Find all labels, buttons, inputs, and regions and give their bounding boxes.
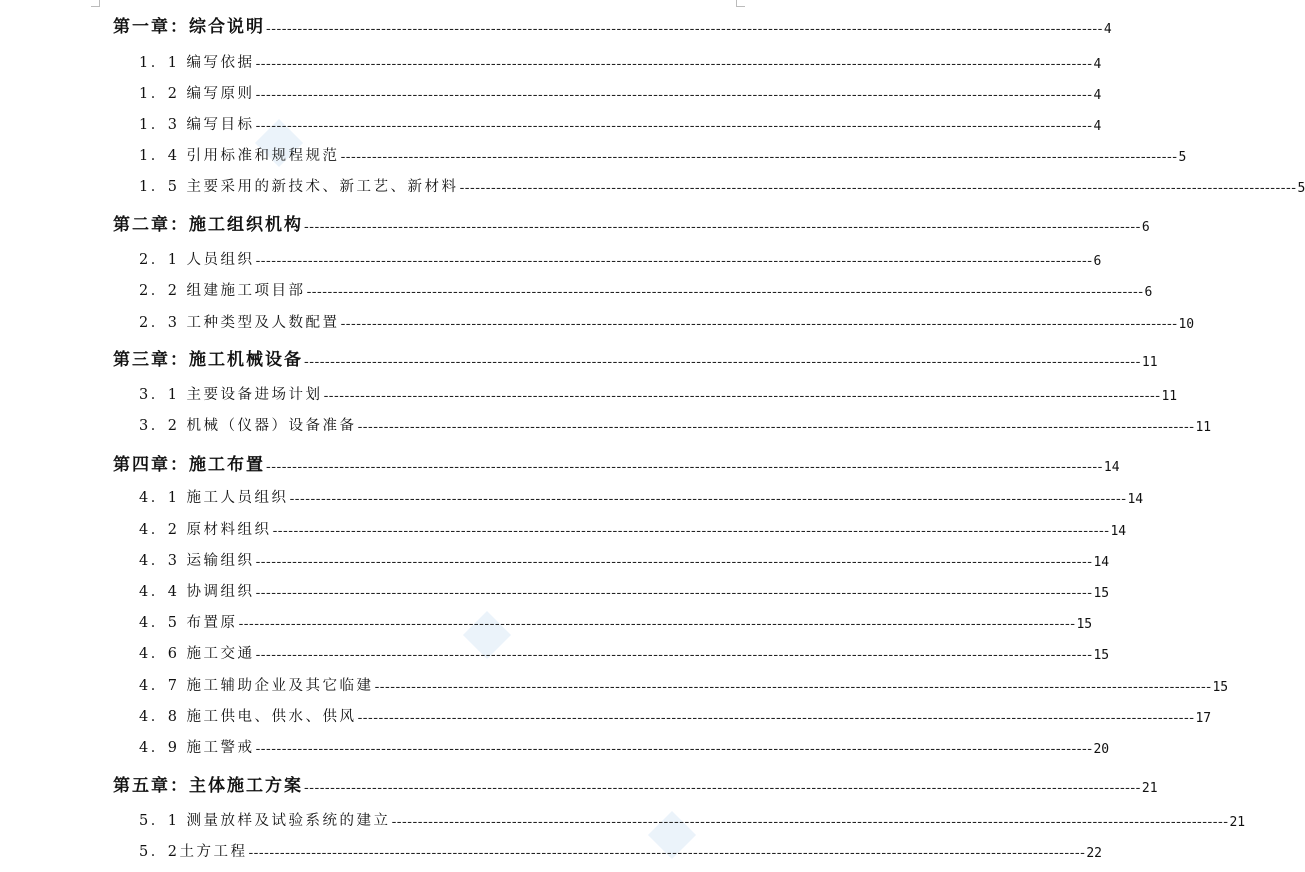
- page-corner-mark: [736, 0, 745, 7]
- toc-dot-leader: ----------------------------------------------------------------------------------------------------------------------------------------------------------------: [266, 459, 1103, 475]
- toc-chapter-entry[interactable]: [113, 210, 1150, 235]
- toc-entry-page: 6: [1144, 285, 1153, 300]
- toc-dot-leader: ----------------------------------------------------------------------------------------------------------------------------------------------------------------: [255, 585, 1093, 601]
- toc-section-entry[interactable]: [139, 840, 1102, 861]
- toc-entry-page: 14: [1110, 524, 1127, 539]
- toc-dot-leader: ----------------------------------------------------------------------------------------------------------------------------------------------------------------: [374, 679, 1212, 695]
- toc-entry-page: 21: [1141, 781, 1158, 796]
- toc-entry-page: 6: [1093, 254, 1102, 269]
- toc-dot-leader: ----------------------------------------------------------------------------------------------------------------------------------------------------------------: [255, 87, 1093, 103]
- toc-entry-page: 15: [1212, 680, 1229, 695]
- toc-dot-leader: ----------------------------------------------------------------------------------------------------------------------------------------------------------------: [357, 710, 1195, 726]
- toc-dot-leader: ----------------------------------------------------------------------------------------------------------------------------------------------------------------: [304, 354, 1141, 370]
- toc-dot-leader: ----------------------------------------------------------------------------------------------------------------------------------------------------------------: [255, 253, 1093, 269]
- toc-section-entry[interactable]: [139, 674, 1229, 695]
- toc-dot-leader: ----------------------------------------------------------------------------------------------------------------------------------------------------------------: [248, 845, 1086, 861]
- toc-dot-leader: ----------------------------------------------------------------------------------------------------------------------------------------------------------------: [255, 554, 1093, 570]
- toc-entry-title: 第四章：施工布置: [113, 455, 265, 475]
- toc-entry-page: 5: [1297, 181, 1305, 196]
- toc-entry-title: 4．7 施工辅助企业及其它临建: [139, 678, 374, 694]
- toc-dot-leader: ----------------------------------------------------------------------------------------------------------------------------------------------------------------: [306, 284, 1144, 300]
- toc-dot-leader: ----------------------------------------------------------------------------------------------------------------------------------------------------------------: [255, 118, 1093, 134]
- toc-section-entry[interactable]: [139, 175, 1305, 196]
- toc-section-entry[interactable]: [139, 51, 1102, 72]
- toc-section-entry[interactable]: [139, 414, 1212, 435]
- toc-dot-leader: ----------------------------------------------------------------------------------------------------------------------------------------------------------------: [323, 388, 1161, 404]
- toc-entry-page: 17: [1195, 711, 1212, 726]
- toc-entry-title: 4．5 布置原: [139, 615, 238, 631]
- toc-dot-leader: ----------------------------------------------------------------------------------------------------------------------------------------------------------------: [304, 780, 1141, 796]
- toc-entry-title: 4．9 施工警戒: [139, 740, 255, 756]
- toc-entry-page: 11: [1195, 420, 1212, 435]
- toc-section-entry[interactable]: [139, 518, 1127, 539]
- toc-entry-title: 第一章：综合说明: [113, 17, 265, 37]
- toc-entry-title: 5．2土方工程: [139, 844, 248, 860]
- toc-section-entry[interactable]: [139, 580, 1110, 601]
- toc-entry-page: 4: [1103, 22, 1112, 37]
- toc-dot-leader: ----------------------------------------------------------------------------------------------------------------------------------------------------------------: [255, 741, 1093, 757]
- toc-entry-title: 4．3 运输组织: [139, 553, 255, 569]
- toc-entry-title: 1．4 引用标准和规程规范: [139, 148, 340, 164]
- toc-entry-title: 3．1 主要设备进场计划: [139, 387, 323, 403]
- toc-entry-title: 1．3 编写目标: [139, 117, 255, 133]
- toc-dot-leader: ----------------------------------------------------------------------------------------------------------------------------------------------------------------: [357, 419, 1195, 435]
- toc-entry-page: 14: [1103, 460, 1120, 475]
- toc-entry-title: 4．6 施工交通: [139, 646, 255, 662]
- toc-entry-title: 2．3 工种类型及人数配置: [139, 315, 340, 331]
- toc-entry-title: 1．5 主要采用的新技术、新工艺、新材料: [139, 179, 459, 195]
- toc-section-entry[interactable]: [139, 248, 1102, 269]
- toc-chapter-entry[interactable]: [113, 345, 1158, 370]
- toc-entry-title: 5．1 测量放样及试验系统的建立: [139, 813, 391, 829]
- toc-dot-leader: ----------------------------------------------------------------------------------------------------------------------------------------------------------------: [255, 56, 1093, 72]
- toc-section-entry[interactable]: [139, 705, 1212, 726]
- toc-section-entry[interactable]: [139, 279, 1153, 300]
- toc-entry-page: 4: [1093, 119, 1102, 134]
- toc-dot-leader: ----------------------------------------------------------------------------------------------------------------------------------------------------------------: [340, 316, 1178, 332]
- toc-section-entry[interactable]: [139, 736, 1110, 757]
- toc-entry-page: 14: [1127, 492, 1144, 507]
- toc-entry-title: 4．4 协调组织: [139, 584, 255, 600]
- toc-entry-title: 第五章：主体施工方案: [113, 776, 303, 796]
- toc-entry-page: 6: [1141, 220, 1150, 235]
- toc-entry-title: 4．2 原材料组织: [139, 522, 272, 538]
- toc-entry-page: 5: [1178, 150, 1187, 165]
- toc-entry-title: 第三章：施工机械设备: [113, 350, 303, 370]
- toc-entry-title: 1．1 编写依据: [139, 55, 255, 71]
- toc-chapter-entry[interactable]: [113, 771, 1158, 796]
- toc-entry-page: 15: [1076, 617, 1093, 632]
- toc-entry-page: 10: [1178, 317, 1195, 332]
- toc-chapter-entry[interactable]: [113, 450, 1120, 475]
- toc-section-entry[interactable]: [139, 809, 1246, 830]
- toc-entry-page: 4: [1093, 88, 1102, 103]
- toc-entry-page: 4: [1093, 57, 1102, 72]
- toc-entry-title: 3．2 机械（仪器）设备准备: [139, 418, 357, 434]
- toc-section-entry[interactable]: [139, 311, 1195, 332]
- toc-entry-page: 11: [1161, 389, 1178, 404]
- toc-section-entry[interactable]: [139, 611, 1093, 632]
- toc-dot-leader: ----------------------------------------------------------------------------------------------------------------------------------------------------------------: [459, 180, 1297, 196]
- toc-dot-leader: ----------------------------------------------------------------------------------------------------------------------------------------------------------------: [391, 814, 1229, 830]
- toc-dot-leader: ----------------------------------------------------------------------------------------------------------------------------------------------------------------: [289, 491, 1127, 507]
- toc-dot-leader: ----------------------------------------------------------------------------------------------------------------------------------------------------------------: [272, 523, 1110, 539]
- toc-chapter-entry[interactable]: [113, 12, 1112, 37]
- toc-section-entry[interactable]: [139, 144, 1187, 165]
- toc-entry-title: 2．1 人员组织: [139, 252, 255, 268]
- toc-entry-page: 21: [1229, 815, 1246, 830]
- toc-section-entry[interactable]: [139, 383, 1178, 404]
- toc-entry-page: 20: [1093, 742, 1110, 757]
- toc-entry-page: 15: [1093, 586, 1110, 601]
- toc-dot-leader: ----------------------------------------------------------------------------------------------------------------------------------------------------------------: [238, 616, 1076, 632]
- toc-section-entry[interactable]: [139, 82, 1102, 103]
- toc-dot-leader: ----------------------------------------------------------------------------------------------------------------------------------------------------------------: [255, 647, 1093, 663]
- toc-dot-leader: ----------------------------------------------------------------------------------------------------------------------------------------------------------------: [340, 149, 1178, 165]
- toc-section-entry[interactable]: [139, 642, 1110, 663]
- toc-section-entry[interactable]: [139, 486, 1144, 507]
- toc-dot-leader: ----------------------------------------------------------------------------------------------------------------------------------------------------------------: [266, 21, 1103, 37]
- toc-entry-title: 4．1 施工人员组织: [139, 490, 289, 506]
- toc-entry-page: 22: [1086, 846, 1102, 861]
- toc-dot-leader: ----------------------------------------------------------------------------------------------------------------------------------------------------------------: [304, 219, 1141, 235]
- toc-entry-page: 14: [1093, 555, 1110, 570]
- toc-entry-page: 11: [1141, 355, 1158, 370]
- toc-entry-title: 2．2 组建施工项目部: [139, 283, 306, 299]
- toc-entry-title: 4．8 施工供电、供水、供风: [139, 709, 357, 725]
- toc-entry-title: 1．2 编写原则: [139, 86, 255, 102]
- toc-entry-page: 15: [1093, 648, 1110, 663]
- toc-section-entry[interactable]: [139, 549, 1110, 570]
- toc-section-entry[interactable]: [139, 113, 1102, 134]
- toc-entry-title: 第二章：施工组织机构: [113, 215, 303, 235]
- page-corner-mark: [91, 0, 100, 7]
